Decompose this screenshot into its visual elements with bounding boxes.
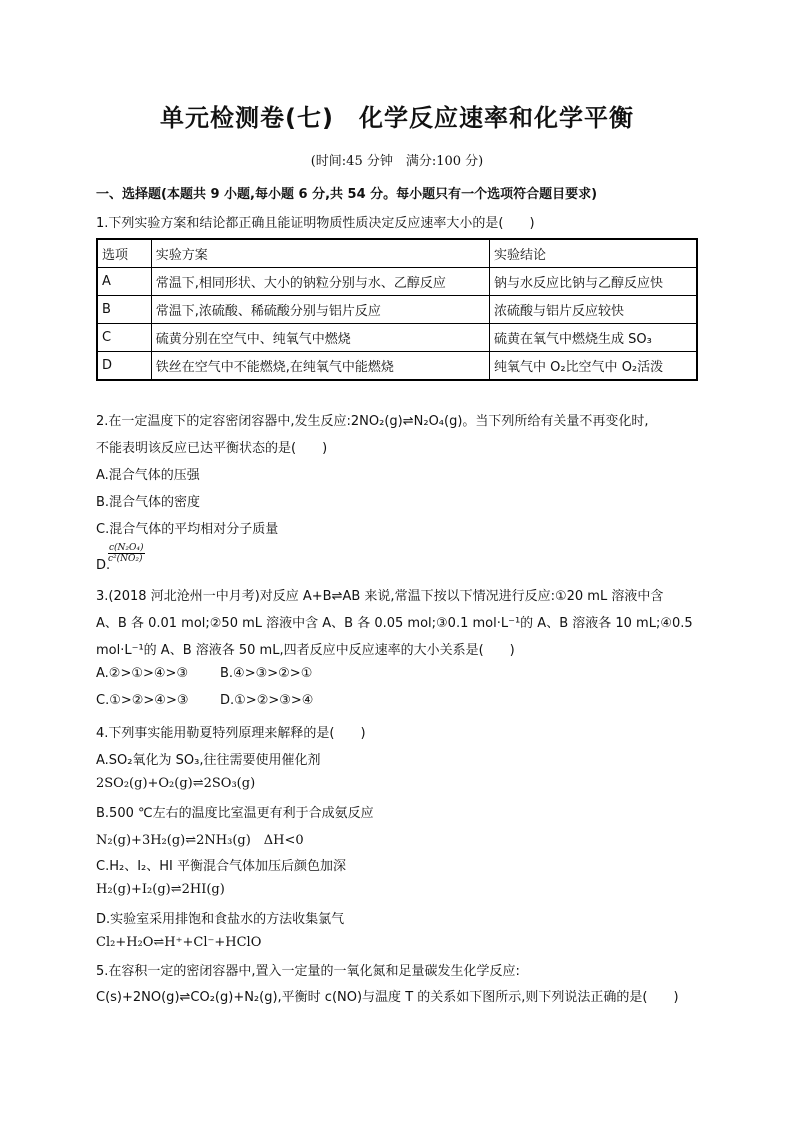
q3-stem-line3: mol·L⁻¹的 A、B 溶液各 50 mL,四者反应中反应速率的大小关系是( ) xyxy=(96,643,515,658)
table-header: 实验结论 xyxy=(489,239,697,268)
q4-option-a-equation: 2SO₂(g)+O₂(g)⇌2SO₃(g) xyxy=(96,776,256,791)
q4-option-d: D.实验室采用排饱和食盐水的方法收集氯气 xyxy=(96,912,345,927)
q4-option-d-equation: Cl₂+H₂O⇌H⁺+Cl⁻+HClO xyxy=(96,935,262,950)
q3-option-b: B.④>③>②>① xyxy=(220,666,313,681)
q2-option-d-label: D. xyxy=(96,558,111,573)
q3-option-c: C.①>②>④>③ xyxy=(96,693,189,708)
q5-stem-line1: 5.在容积一定的密闭容器中,置入一定量的一氧化氮和足量碳发生化学反应: xyxy=(96,964,520,979)
table-row xyxy=(97,268,697,296)
table-cell: 硫黄分别在空气中、纯氧气中燃烧 xyxy=(151,324,489,352)
q1-stem: 1.下列实验方案和结论都正确且能证明物质性质决定反应速率大小的是( ) xyxy=(96,216,535,231)
table-header: 选项 xyxy=(97,239,151,268)
q4-option-b-equation: N₂(g)+3H₂(g)⇌2NH₃(g) ΔH<0 xyxy=(96,833,304,848)
q2-option-c: C.混合气体的平均相对分子质量 xyxy=(96,522,279,537)
q1-table xyxy=(96,238,698,381)
q3-stem-line2: A、B 各 0.01 mol;②50 mL 溶液中含 A、B 各 0.05 mol;③0.1 mol·L⁻¹的 A、B 溶液各 10 mL;④0.5 xyxy=(96,616,693,631)
q3-stem-line1: 3.(2018 河北沧州一中月考)对反应 A+B⇌AB 来说,常温下按以下情况进行反应:①20 mL 溶液中含 xyxy=(96,589,664,604)
q4-option-c: C.H₂、I₂、HI 平衡混合气体加压后颜色加深 xyxy=(96,859,346,874)
q4-option-c-equation: H₂(g)+I₂(g)⇌2HI(g) xyxy=(96,882,225,897)
fraction-numerator: c(N₂O₄) xyxy=(109,543,144,553)
page-title: 单元检测卷(七) 化学反应速率和化学平衡 xyxy=(160,104,634,132)
section-heading: 一、选择题(本题共 9 小题,每小题 6 分,共 54 分。每小题只有一个选项符合题目要求) xyxy=(96,187,598,202)
table-row xyxy=(97,352,697,381)
q4-option-a: A.SO₂氧化为 SO₃,往往需要使用催化剂 xyxy=(96,753,321,768)
fraction-denominator: c²(NO₂) xyxy=(108,554,143,564)
q3-option-a: A.②>①>④>③ xyxy=(96,666,189,681)
table-header-row xyxy=(97,239,697,268)
table-cell: 纯氧气中 O₂比空气中 O₂活泼 xyxy=(489,352,697,381)
table-cell: 常温下,浓硫酸、稀硫酸分别与铝片反应 xyxy=(151,296,489,324)
q2-stem-line1: 2.在一定温度下的定容密闭容器中,发生反应:2NO₂(g)⇌N₂O₄(g)。当下列所给有关量不再变化时, xyxy=(96,414,649,429)
table-row xyxy=(97,296,697,324)
q2-option-d-fraction xyxy=(108,543,145,564)
table-cell: C xyxy=(97,324,151,352)
q2-option-b: B.混合气体的密度 xyxy=(96,495,201,510)
q2-option-a: A.混合气体的压强 xyxy=(96,468,200,483)
table-cell: 钠与水反应比钠与乙醇反应快 xyxy=(489,268,697,296)
table-cell: B xyxy=(97,296,151,324)
table-header: 实验方案 xyxy=(151,239,489,268)
table-row xyxy=(97,324,697,352)
table-cell: 铁丝在空气中不能燃烧,在纯氧气中能燃烧 xyxy=(151,352,489,381)
q4-option-b: B.500 ℃左右的温度比室温更有利于合成氨反应 xyxy=(96,806,374,821)
q4-stem: 4.下列事实能用勒夏特列原理来解释的是( ) xyxy=(96,726,366,741)
q3-option-d: D.①>②>③>④ xyxy=(220,693,314,708)
q5-stem-line2: C(s)+2NO(g)⇌CO₂(g)+N₂(g),平衡时 c(NO)与温度 T 的关系如下图所示,则下列说法正确的是( ) xyxy=(96,990,679,1005)
table-cell: D xyxy=(97,352,151,381)
table-cell: A xyxy=(97,268,151,296)
table-cell: 常温下,相同形状、大小的钠粒分别与水、乙醇反应 xyxy=(151,268,489,296)
q2-stem-line2: 不能表明该反应已达平衡状态的是( ) xyxy=(96,441,328,456)
table-cell: 硫黄在氧气中燃烧生成 SO₃ xyxy=(489,324,697,352)
exam-info: (时间:45 分钟 满分:100 分) xyxy=(310,154,484,169)
table-cell: 浓硫酸与铝片反应较快 xyxy=(489,296,697,324)
